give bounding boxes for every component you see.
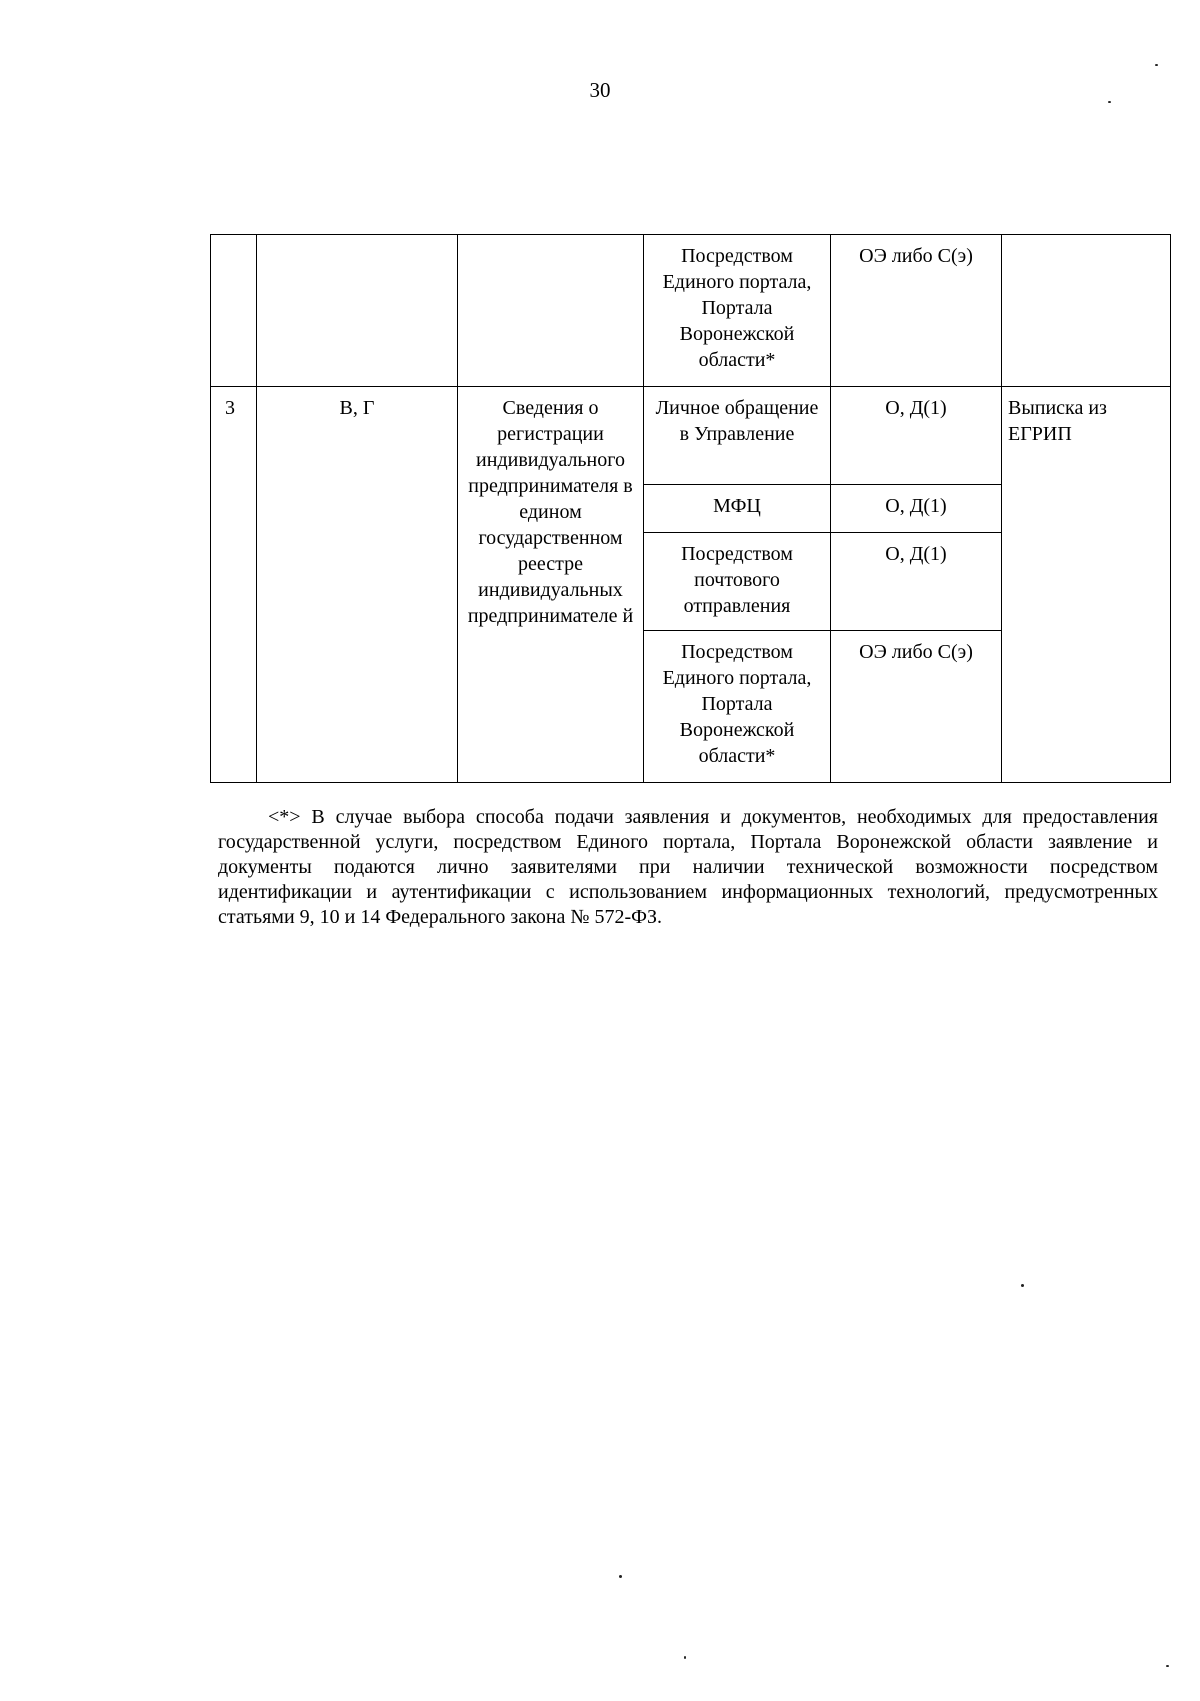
- scan-speck: [619, 1575, 622, 1578]
- document-cell: [458, 235, 644, 387]
- row-number-cell: [211, 235, 257, 387]
- document-form-cell: О, Д(1): [831, 533, 1002, 631]
- result-cell: [1002, 235, 1171, 387]
- page-number: 30: [589, 78, 611, 102]
- requirements-table: [210, 234, 1171, 783]
- scan-speck: [1108, 101, 1111, 103]
- submission-method-cell: Посредством Единого портала, Портала Воронежской области*: [644, 235, 831, 387]
- scan-speck: [1021, 1284, 1024, 1287]
- submission-method-cell: Личное обращение в Управление: [644, 387, 831, 485]
- submission-method-cell: Посредством почтового отправления: [644, 533, 831, 631]
- submission-method-cell: Посредством Единого портала, Портала Воронежской области*: [644, 631, 831, 783]
- result-cell: Выписка из ЕГРИП: [1002, 387, 1171, 783]
- row-number-cell: 3: [211, 387, 257, 783]
- scan-speck: [1166, 1665, 1169, 1667]
- document-form-cell: ОЭ либо С(э): [831, 631, 1002, 783]
- submission-method-cell: МФЦ: [644, 485, 831, 533]
- document-cell: Сведения о регистрации индивидуального предпринимателя в едином государственном реестре индивидуальных предпринимателе й: [458, 387, 644, 783]
- scan-speck: [684, 1656, 686, 1659]
- scan-speck: [1155, 64, 1158, 66]
- category-cell: [257, 235, 458, 387]
- table-row: [211, 387, 1171, 485]
- document-form-cell: О, Д(1): [831, 485, 1002, 533]
- document-form-cell: ОЭ либо С(э): [831, 235, 1002, 387]
- table-row: [211, 235, 1171, 387]
- category-cell: В, Г: [257, 387, 458, 783]
- document-form-cell: О, Д(1): [831, 387, 1002, 485]
- footnote: <*> В случае выбора способа подачи заявления и документов, необходимых для предоставления государственной услуги, посредством Единого портала, Портала Воронежской области заявление и документы подаются лично заявителями при наличии технической возможности посредством идентификации и аутентификации с использованием информационных технологий, предусмотренных статьями 9, 10 и 14 Федерального закона № 572-ФЗ.: [218, 806, 1158, 928]
